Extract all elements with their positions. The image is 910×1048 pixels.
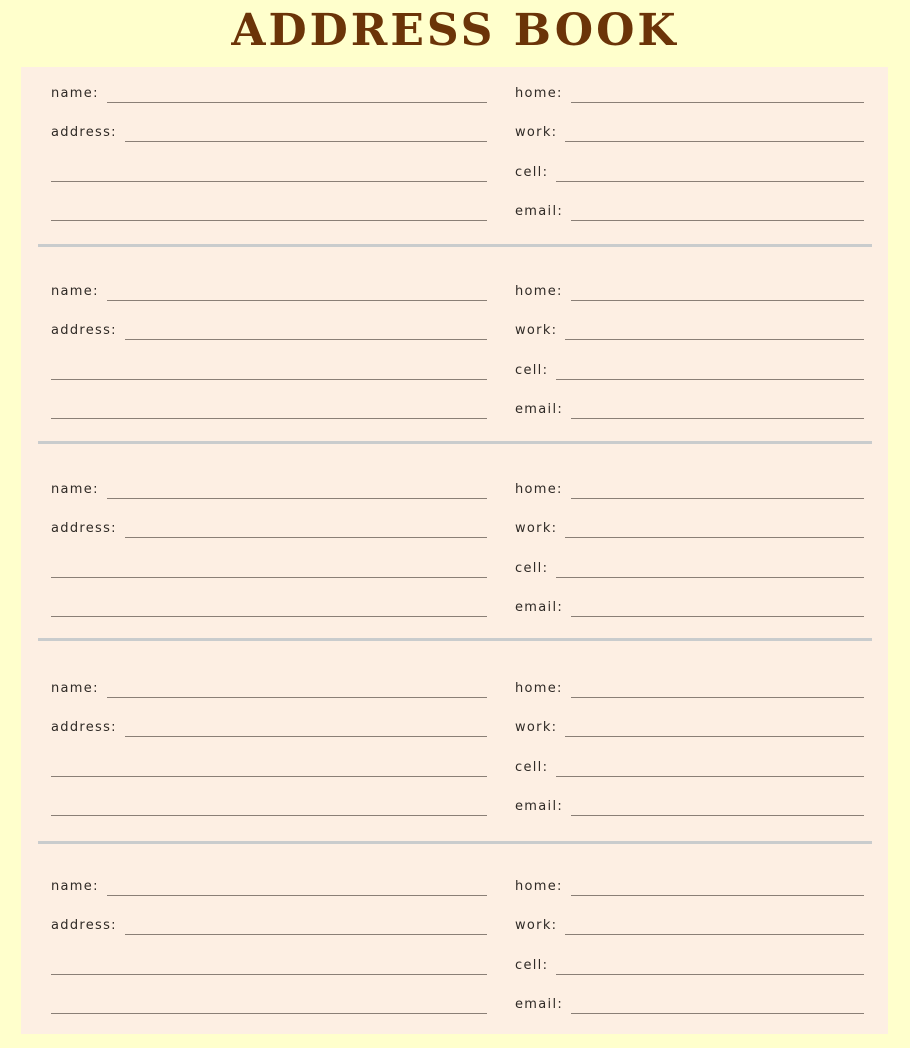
email-label: email: (515, 997, 564, 1012)
work-line[interactable] (565, 537, 864, 538)
email-label: email: (515, 799, 564, 814)
work-label: work: (515, 918, 558, 933)
home-phone-field[interactable] (515, 84, 864, 104)
address-line-2[interactable] (51, 577, 487, 578)
page-title: ADDRESS BOOK (231, 5, 679, 56)
address-field[interactable] (51, 916, 487, 936)
address-line-1[interactable] (125, 537, 487, 538)
home-line[interactable] (571, 300, 864, 301)
address-field[interactable] (51, 519, 487, 539)
address-line-3-field[interactable] (51, 598, 487, 618)
email-line[interactable] (571, 1013, 864, 1014)
address-line-2-field[interactable] (51, 956, 487, 976)
address-line-3-field[interactable] (51, 400, 487, 420)
cell-label: cell: (515, 760, 549, 775)
entry-separator (38, 441, 872, 444)
work-phone-field[interactable] (515, 916, 864, 936)
address-line-3-field[interactable] (51, 995, 487, 1015)
name-field[interactable] (51, 480, 487, 500)
address-label: address: (51, 125, 117, 140)
address-entry (21, 860, 888, 1040)
email-line[interactable] (571, 616, 864, 617)
address-line-3[interactable] (51, 220, 487, 221)
email-field[interactable] (515, 400, 864, 420)
address-line-3-field[interactable] (51, 202, 487, 222)
name-field[interactable] (51, 84, 487, 104)
address-line-3[interactable] (51, 616, 487, 617)
cell-phone-field[interactable] (515, 956, 864, 976)
home-label: home: (515, 879, 563, 894)
work-label: work: (515, 323, 558, 338)
address-entry (21, 265, 888, 445)
address-field[interactable] (51, 718, 487, 738)
home-phone-field[interactable] (515, 282, 864, 302)
work-label: work: (515, 720, 558, 735)
address-entry (21, 662, 888, 842)
cell-phone-field[interactable] (515, 559, 864, 579)
email-line[interactable] (571, 418, 864, 419)
address-line-1[interactable] (125, 141, 487, 142)
address-line-2-field[interactable] (51, 758, 487, 778)
cell-label: cell: (515, 363, 549, 378)
cell-line[interactable] (556, 577, 864, 578)
work-phone-field[interactable] (515, 519, 864, 539)
home-phone-field[interactable] (515, 877, 864, 897)
entry-separator (38, 638, 872, 641)
address-line-2-field[interactable] (51, 559, 487, 579)
entry-separator (38, 244, 872, 247)
name-label: name: (51, 86, 99, 101)
cell-line[interactable] (556, 379, 864, 380)
name-line[interactable] (107, 498, 487, 499)
work-line[interactable] (565, 141, 864, 142)
address-line-1[interactable] (125, 934, 487, 935)
name-label: name: (51, 482, 99, 497)
home-phone-field[interactable] (515, 679, 864, 699)
address-line-1[interactable] (125, 339, 487, 340)
address-line-3[interactable] (51, 815, 487, 816)
address-label: address: (51, 323, 117, 338)
email-label: email: (515, 600, 564, 615)
email-line[interactable] (571, 815, 864, 816)
home-line[interactable] (571, 498, 864, 499)
work-line[interactable] (565, 339, 864, 340)
home-label: home: (515, 86, 563, 101)
address-line-3[interactable] (51, 1013, 487, 1014)
home-label: home: (515, 284, 563, 299)
work-line[interactable] (565, 736, 864, 737)
cell-label: cell: (515, 958, 549, 973)
address-line-2-field[interactable] (51, 361, 487, 381)
address-book-panel (21, 67, 888, 1034)
home-line[interactable] (571, 102, 864, 103)
entry-list (21, 67, 888, 1034)
address-line-2[interactable] (51, 181, 487, 182)
cell-line[interactable] (556, 181, 864, 182)
address-label: address: (51, 521, 117, 536)
address-line-2[interactable] (51, 379, 487, 380)
name-field[interactable] (51, 679, 487, 699)
email-field[interactable] (515, 995, 864, 1015)
address-field[interactable] (51, 321, 487, 341)
address-line-2-field[interactable] (51, 163, 487, 183)
cell-label: cell: (515, 165, 549, 180)
home-label: home: (515, 482, 563, 497)
cell-label: cell: (515, 561, 549, 576)
name-field[interactable] (51, 282, 487, 302)
work-phone-field[interactable] (515, 123, 864, 143)
name-line[interactable] (107, 697, 487, 698)
address-field[interactable] (51, 123, 487, 143)
address-line-1[interactable] (125, 736, 487, 737)
email-line[interactable] (571, 220, 864, 221)
email-label: email: (515, 204, 564, 219)
home-line[interactable] (571, 895, 864, 896)
address-line-2[interactable] (51, 974, 487, 975)
cell-phone-field[interactable] (515, 758, 864, 778)
cell-phone-field[interactable] (515, 163, 864, 183)
work-line[interactable] (565, 934, 864, 935)
address-line-3-field[interactable] (51, 797, 487, 817)
home-phone-field[interactable] (515, 480, 864, 500)
work-phone-field[interactable] (515, 321, 864, 341)
work-label: work: (515, 125, 558, 140)
name-label: name: (51, 284, 99, 299)
name-label: name: (51, 879, 99, 894)
cell-phone-field[interactable] (515, 361, 864, 381)
email-field[interactable] (515, 202, 864, 222)
name-line[interactable] (107, 895, 487, 896)
address-entry (21, 67, 888, 247)
address-line-2[interactable] (51, 776, 487, 777)
name-line[interactable] (107, 300, 487, 301)
name-field[interactable] (51, 877, 487, 897)
email-field[interactable] (515, 797, 864, 817)
name-label: name: (51, 681, 99, 696)
home-line[interactable] (571, 697, 864, 698)
name-line[interactable] (107, 102, 487, 103)
home-label: home: (515, 681, 563, 696)
email-field[interactable] (515, 598, 864, 618)
work-phone-field[interactable] (515, 718, 864, 738)
cell-line[interactable] (556, 974, 864, 975)
address-label: address: (51, 918, 117, 933)
cell-line[interactable] (556, 776, 864, 777)
email-label: email: (515, 402, 564, 417)
address-label: address: (51, 720, 117, 735)
address-line-3[interactable] (51, 418, 487, 419)
address-entry (21, 463, 888, 643)
work-label: work: (515, 521, 558, 536)
entry-separator (38, 841, 872, 844)
